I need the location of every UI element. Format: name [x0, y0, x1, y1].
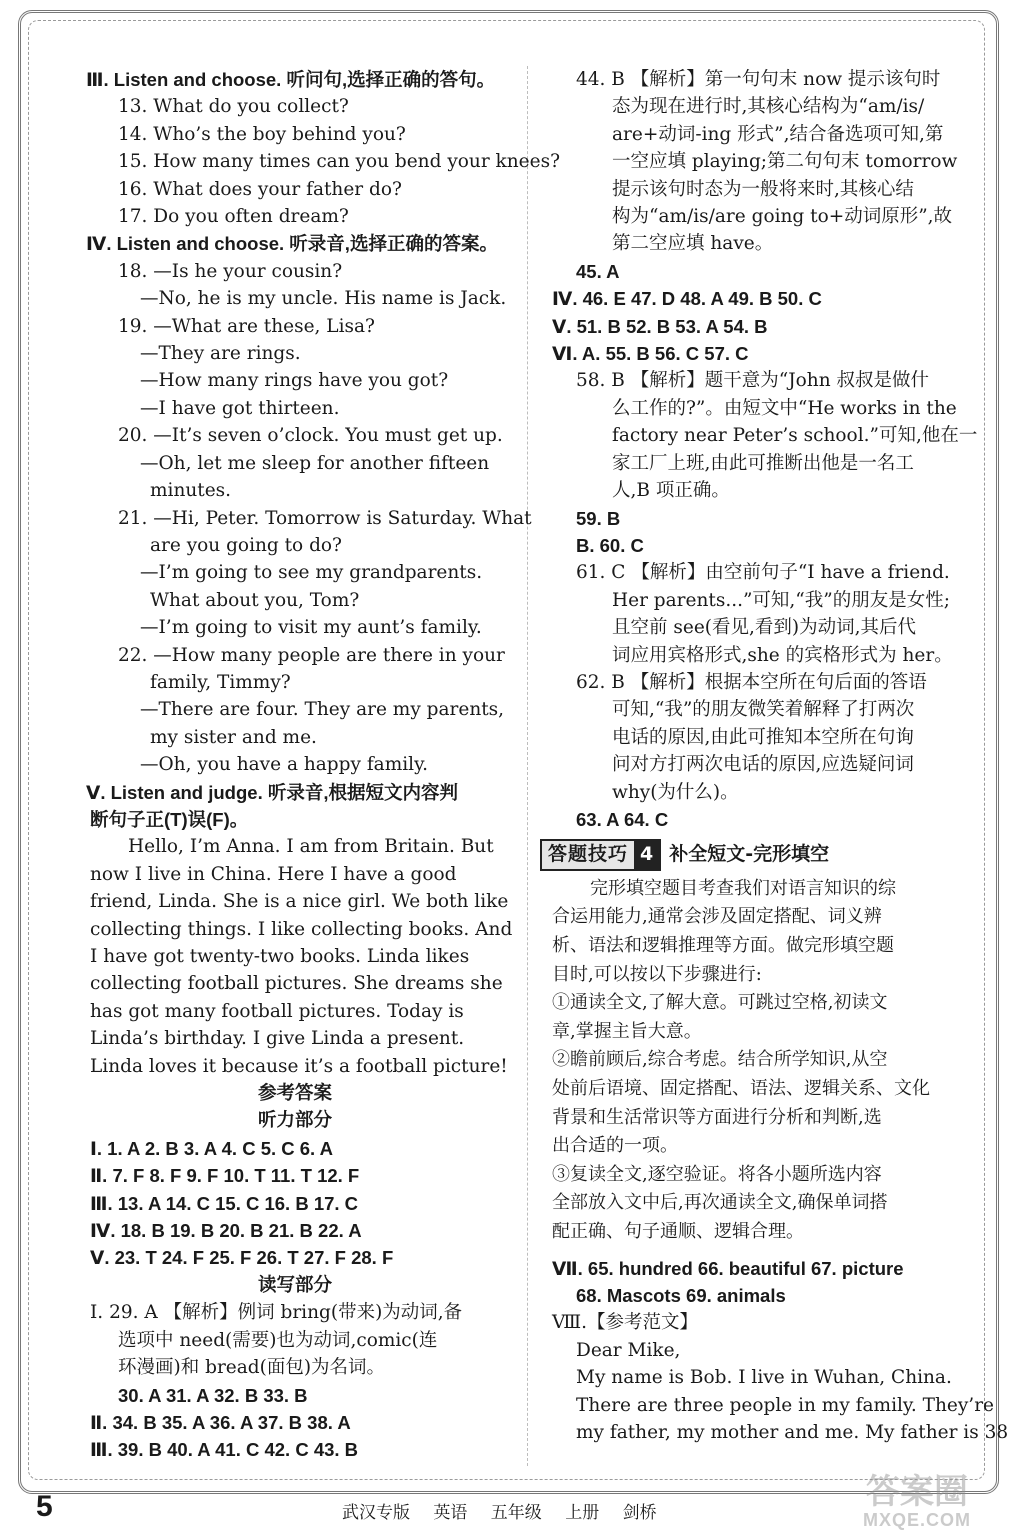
answer-58-line-5: 人,B 项正确。: [612, 480, 730, 502]
answer-61-line-1: 61. C 【解析】由空前句子“I have a friend.: [576, 562, 950, 584]
dialogue-19-line-1: 19. —What are these, Lisa?: [118, 315, 375, 337]
section-8-title: Ⅷ.【参考范文】: [552, 1312, 699, 1334]
watermark-domain: MXQE.COM: [862, 1510, 971, 1530]
dialogue-19-line-3: —How many rings have you got?: [140, 370, 449, 392]
passage-line-1: Hello, I’m Anna. I am from Britain. But: [128, 836, 494, 858]
right-column: [548, 66, 1009, 1446]
answer-61-line-4: 词应用宾格形式,she 的宾格形式为 her。: [612, 644, 953, 666]
answer-62-line-2: 可知,“我”的朋友微笑着解释了打两次: [612, 699, 915, 721]
tip-line-7: ②瞻前顾后,综合考虑。结合所学知识,从空: [552, 1049, 888, 1071]
passage-line-8: Linda’s birthday. I give Linda a present.: [90, 1028, 465, 1050]
tip-title: 补全短文-完形填空: [669, 843, 830, 866]
answer-61-line-3: 且空前 see(看见,看到)为动词,其后代: [612, 617, 916, 639]
answer-62-line-3: 电话的原因,由此可推知本空所在句询: [612, 726, 914, 748]
watermark-logo: [837, 1474, 997, 1532]
tip-line-3: 析、语法和逻辑推理等方面。做完形填空题: [552, 934, 894, 956]
dialogue-19-line-4: —I have got thirteen.: [140, 397, 340, 419]
answer-59: 59. B: [576, 507, 621, 529]
answers-39-43: Ⅲ. 39. B 40. A 41. C 42. C 43. B: [90, 1439, 359, 1461]
dialogue-22-line-5: —Oh, you have a happy family.: [140, 754, 428, 776]
answer-62-line-4: 问对方打两次电话的原因,应选疑问词: [612, 754, 914, 776]
answers-listening-5: Ⅴ. 23. T 24. F 25. F 26. T 27. F 28. F: [90, 1247, 394, 1269]
essay-line-2: My name is Bob. I live in Wuhan, China.: [576, 1367, 952, 1389]
tip-line-4: 目时,可以按以下步骤进行:: [552, 963, 762, 985]
dialogue-20-line-2: —Oh, let me sleep for another fifteen: [140, 452, 490, 474]
dialogue-18-line-1: 18. —Is he your cousin?: [118, 260, 343, 282]
answer-60: B. 60. C: [576, 534, 644, 556]
dialogue-21-line-5: —I’m going to visit my aunt’s family.: [140, 617, 482, 639]
answer-58-line-4: 家工厂上班,由此可推断出他是一名工: [612, 452, 914, 474]
tip-line-13: 配正确、句子通顺、逻辑合理。: [552, 1220, 804, 1242]
left-column: [86, 66, 560, 1464]
answers-30-33: 30. A 31. A 32. B 33. B: [118, 1384, 308, 1406]
tip-line-9: 背景和生活常识等方面进行分析和判断,选: [552, 1106, 882, 1128]
dialogue-21-line-2: are you going to do?: [150, 534, 342, 556]
answer-62-line-5: why(为什么)。: [612, 781, 739, 803]
answers-68-69: 68. Mascots 69. animals: [576, 1284, 786, 1306]
answers-65-67: Ⅶ. 65. hundred 66. beautiful 67. picture: [552, 1257, 904, 1279]
answer-62-line-1: 62. B 【解析】根据本空所在句后面的答语: [576, 671, 927, 693]
watermark-text: 答案圈: [866, 1472, 968, 1512]
answer-29-line-3: 环漫画)和 bread(面包)为名词。: [118, 1357, 386, 1379]
question-15: 15. How many times can you bend your knees?: [118, 151, 560, 173]
answers-46-50: Ⅳ. 46. E 47. D 48. A 49. B 50. C: [552, 288, 822, 310]
dialogue-20-line-3: minutes.: [150, 480, 232, 502]
answer-44-line-5: 提示该句时态为一般将来时,其核心结: [612, 178, 914, 200]
tip-number: 4: [634, 841, 659, 868]
answer-44-line-2: 态为现在进行时,其核心结构为“am/is/: [612, 96, 925, 118]
reference-answers-title: 参考答案: [257, 1083, 332, 1105]
tip-line-10: 出合适的一项。: [552, 1135, 678, 1157]
essay-line-1: Dear Mike,: [576, 1339, 681, 1361]
answers-listening-1: Ⅰ. 1. A 2. B 3. A 4. C 5. C 6. A: [90, 1137, 334, 1159]
passage-line-6: collecting football pictures. She dreams she: [90, 973, 503, 995]
answer-29-line-1: Ⅰ. 29. A 【解析】例词 bring(带来)为动词,备: [90, 1302, 463, 1324]
dialogue-22-line-4: my sister and me.: [150, 726, 317, 748]
dialogue-21-line-3: —I’m going to see my grandparents.: [140, 562, 483, 584]
tip-paragraph: [552, 875, 984, 1247]
dialogue-18-line-2: —No, he is my uncle. His name is Jack.: [140, 288, 507, 310]
answer-45: 45. A: [576, 260, 620, 282]
answers-34-38: Ⅱ. 34. B 35. A 36. A 37. B 38. A: [90, 1411, 351, 1433]
passage-line-5: I have got twenty-two books. Linda likes: [90, 946, 470, 967]
tip-header: [540, 839, 984, 870]
answer-61-line-2: Her parents...”可知,“我”的朋友是女性;: [612, 589, 950, 611]
passage-line-4: collecting things. I like collecting books. And: [90, 918, 513, 940]
question-13: 13. What do you collect?: [118, 96, 349, 118]
answer-29-line-2: 选项中 need(需要)也为动词,comic(连: [118, 1329, 438, 1351]
question-14: 14. Who’s the boy behind you?: [118, 123, 406, 145]
answers-listening-4: Ⅳ. 18. B 19. B 20. B 21. B 22. A: [90, 1220, 362, 1242]
section-5-title-line-1: Ⅴ. Listen and judge. 听录音,根据短文内容判: [86, 781, 458, 803]
footer-book-info: 武汉专版 英语 五年级 上册 剑桥: [342, 1503, 657, 1523]
passage-line-7: has got many football pictures. Today is: [90, 1000, 464, 1022]
question-17: 17. Do you often dream?: [118, 206, 349, 228]
section-5-title-line-2: 断句子正(T)误(F)。: [90, 808, 249, 830]
tip-line-2: 合运用能力,通常会涉及固定搭配、词义辨: [552, 906, 882, 928]
reading-writing-part-title: 读写部分: [257, 1274, 332, 1296]
answers-51-54: Ⅴ. 51. B 52. B 53. A 54. B: [552, 315, 768, 337]
dialogue-22-line-3: —There are four. They are my parents,: [140, 699, 505, 721]
tip-label: 答题技巧: [542, 841, 634, 868]
answers-listening-3: Ⅲ. 13. A 14. C 15. C 16. B 17. C: [90, 1192, 359, 1214]
answer-44-line-7: 第二空应填 have。: [612, 233, 774, 255]
answer-58-line-3: factory near Peter’s school.”可知,他在一: [612, 425, 978, 447]
section-4-title: Ⅳ. Listen and choose. 听录音,选择正确的答案。: [86, 233, 498, 255]
answers-55-57: Ⅵ. A. 55. B 56. C 57. C: [552, 343, 749, 365]
passage-line-3: friend, Linda. She is a nice girl. We both like: [90, 891, 509, 913]
essay-line-4: my father, my mother and me. My father is 38: [576, 1421, 1009, 1443]
page-footer: [36, 1490, 976, 1530]
answer-44-line-3: are+动词-ing 形式”,结合备选项可知,第: [612, 123, 944, 145]
tip-line-11: ③复读全文,逐空验证。将各小题所选内容: [552, 1163, 882, 1185]
question-16: 16. What does your father do?: [118, 178, 402, 200]
section-3-title: Ⅲ. Listen and choose. 听问句,选择正确的答句。: [86, 69, 496, 90]
tip-line-1: 完形填空题目考查我们对语言知识的综: [590, 877, 896, 899]
answer-58-line-1: 58. B 【解析】题干意为“John 叔叔是做什: [576, 370, 930, 392]
tip-line-12: 全部放入文中后,再次通读全文,确保单词搭: [552, 1192, 888, 1214]
dialogue-22-line-2: family, Timmy?: [150, 671, 291, 693]
answer-44-line-1: 44. B 【解析】第一句句末 now 提示该句时: [576, 69, 941, 90]
passage-line-9: Linda loves it because it’s a football picture!: [90, 1055, 508, 1077]
dialogue-20-line-1: 20. —It’s seven o’clock. You must get up.: [118, 425, 503, 447]
tip-line-5: ①通读全文,了解大意。可跳过空格,初读文: [552, 992, 888, 1014]
answers-63-64: 63. A 64. C: [576, 808, 669, 830]
answer-44-line-4: 一空应填 playing;第二句句末 tomorrow: [612, 151, 958, 173]
essay-line-3: There are three people in my family. They’re: [576, 1394, 994, 1416]
tip-badge: [540, 839, 661, 870]
listening-part-title: 听力部分: [257, 1110, 332, 1132]
dialogue-21-line-4: What about you, Tom?: [150, 589, 360, 611]
page-number: 5: [36, 1490, 53, 1523]
dialogue-22-line-1: 22. —How many people are there in your: [118, 644, 505, 666]
column-divider: [527, 66, 528, 1466]
tip-line-8: 处前后语境、固定搭配、语法、逻辑关系、文化: [552, 1077, 930, 1099]
tip-line-6: 章,掌握主旨大意。: [552, 1020, 702, 1042]
answer-58-line-2: 么工作的?”。由短文中“He works in the: [612, 397, 957, 419]
dialogue-19-line-2: —They are rings.: [140, 343, 301, 365]
passage-line-2: now I live in China. Here I have a good: [90, 863, 457, 885]
answers-listening-2: Ⅱ. 7. F 8. F 9. F 10. T 11. T 12. F: [90, 1165, 360, 1187]
dialogue-21-line-1: 21. —Hi, Peter. Tomorrow is Saturday. What: [118, 507, 532, 529]
answer-44-line-6: 构为“am/is/are going to+动词原形”,故: [612, 206, 953, 228]
